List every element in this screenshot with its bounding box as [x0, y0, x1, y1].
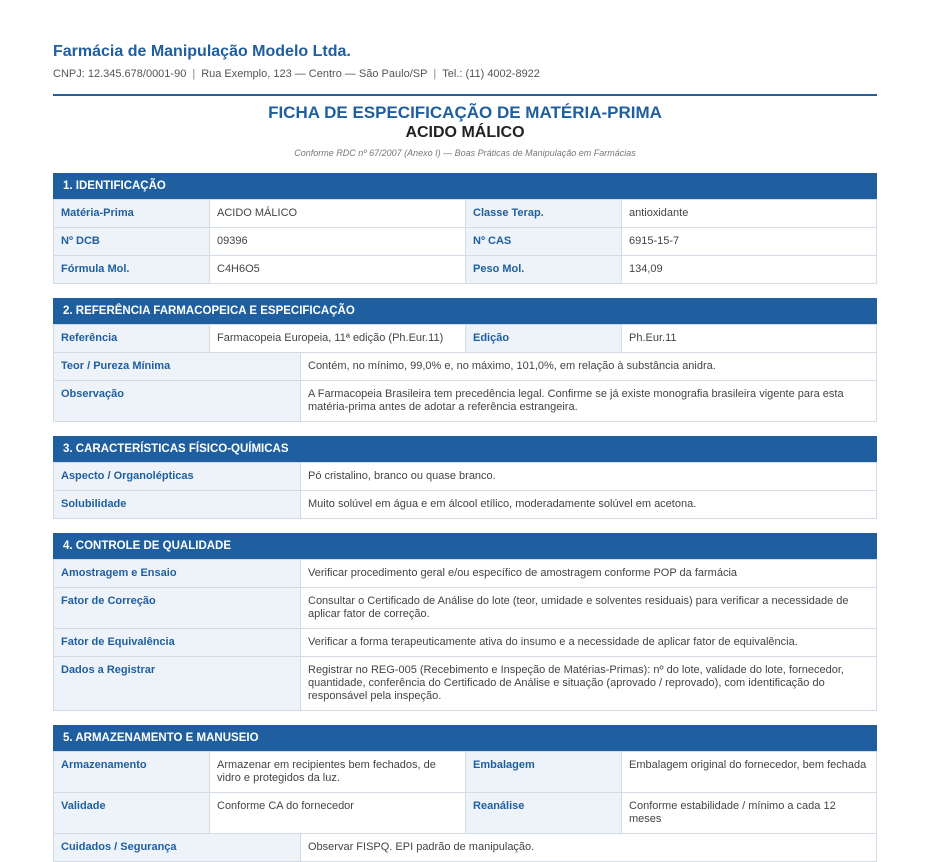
field-value: Observar FISPQ. EPI padrão de manipulação.: [301, 834, 877, 862]
field-value: Armazenar em recipientes bem fechados, de vidro e protegidos da luz.: [210, 752, 466, 793]
company-cnpj: CNPJ: 12.345.678/0001-90: [53, 68, 187, 80]
section-caracteristicas: [53, 436, 877, 519]
section-header: 3. CARACTERÍSTICAS FÍSICO-QUÍMICAS: [53, 436, 877, 462]
field-value: Conforme CA do fornecedor: [210, 793, 466, 834]
field-label: Nº CAS: [466, 228, 622, 256]
field-label: Fator de Equivalência: [54, 629, 301, 657]
table-row: [54, 834, 877, 862]
field-label: Cuidados / Segurança: [54, 834, 301, 862]
field-value: Verificar procedimento geral e/ou específico de amostragem conforme POP da farmácia: [301, 560, 877, 588]
table-row: [54, 793, 877, 834]
table-row: [54, 256, 877, 284]
field-label: Teor / Pureza Mínima: [54, 353, 301, 381]
document-regulation-note: Conforme RDC nº 67/2007 (Anexo I) — Boas Práticas de Manipulação em Farmácias: [294, 148, 636, 158]
section-armazenamento: [53, 725, 877, 862]
company-header: [53, 42, 877, 96]
armazenamento-table: [53, 751, 877, 862]
table-row: [54, 353, 877, 381]
section-referencia: [53, 298, 877, 422]
company-name: Farmácia de Manipulação Modelo Ltda.: [53, 43, 351, 60]
field-value: Conforme estabilidade / mínimo a cada 12 meses: [622, 793, 877, 834]
table-row: [54, 657, 877, 711]
section-header: 4. CONTROLE DE QUALIDADE: [53, 533, 877, 559]
field-value: Farmacopeia Europeia, 11ª edição (Ph.Eur.11): [210, 325, 466, 353]
caracteristicas-table: [53, 462, 877, 519]
field-label: Embalagem: [466, 752, 622, 793]
field-value: C4H6O5: [210, 256, 466, 284]
field-label: Matéria-Prima: [54, 200, 210, 228]
document-subtitle: ACIDO MÁLICO: [405, 124, 525, 141]
section-controle-qualidade: [53, 533, 877, 711]
table-row: [54, 588, 877, 629]
section-header: 5. ARMAZENAMENTO E MANUSEIO: [53, 725, 877, 751]
identificacao-table: [53, 199, 877, 284]
table-row: [54, 752, 877, 793]
field-label: Amostragem e Ensaio: [54, 560, 301, 588]
company-phone: Tel.: (11) 4002-8922: [442, 68, 540, 80]
table-row: [54, 228, 877, 256]
controle-table: [53, 559, 877, 711]
table-row: [54, 381, 877, 422]
field-label: Fórmula Mol.: [54, 256, 210, 284]
document-title: FICHA DE ESPECIFICAÇÃO DE MATÉRIA-PRIMA: [268, 103, 662, 122]
field-label: Dados a Registrar: [54, 657, 301, 711]
company-address: Rua Exemplo, 123 — Centro — São Paulo/SP: [201, 68, 428, 80]
table-row: [54, 200, 877, 228]
field-label: Edição: [466, 325, 622, 353]
field-value: Embalagem original do fornecedor, bem fechada: [622, 752, 877, 793]
field-value: 09396: [210, 228, 466, 256]
field-value: Muito solúvel em água e em álcool etílico, moderadamente solúvel em acetona.: [301, 491, 877, 519]
field-label: Aspecto / Organolépticas: [54, 463, 301, 491]
table-row: [54, 629, 877, 657]
field-value: Contém, no mínimo, 99,0% e, no máximo, 101,0%, em relação à substância anidra.: [301, 353, 877, 381]
field-value: Registrar no REG-005 (Recebimento e Inspeção de Matérias-Primas): nº do lote, validade do lote, fornecedor, quantidade, conferência do Certificado de Análise e situação (aprovado / reprovado), com identificação do responsável pela inspeção.: [301, 657, 877, 711]
field-label: Reanálise: [466, 793, 622, 834]
field-label: Fator de Correção: [54, 588, 301, 629]
table-row: [54, 463, 877, 491]
header-divider: [53, 94, 877, 96]
field-value: Verificar a forma terapeuticamente ativa do insumo e a necessidade de aplicar fator de equivalência.: [301, 629, 877, 657]
field-value: 134,09: [622, 256, 877, 284]
field-label: Solubilidade: [54, 491, 301, 519]
field-value: Consultar o Certificado de Análise do lote (teor, umidade e solventes residuais) para verificar a necessidade de aplicar fator de correção.: [301, 588, 877, 629]
field-label: Classe Terap.: [466, 200, 622, 228]
table-row: [54, 491, 877, 519]
section-identificacao: [53, 173, 877, 284]
separator: |: [192, 68, 196, 80]
field-label: Nº DCB: [54, 228, 210, 256]
section-header: 2. REFERÊNCIA FARMACOPEICA E ESPECIFICAÇÃO: [53, 298, 877, 324]
separator: |: [433, 68, 437, 80]
field-value: Ph.Eur.11: [622, 325, 877, 353]
field-value: antioxidante: [622, 200, 877, 228]
field-value: ACIDO MÁLICO: [210, 200, 466, 228]
field-label: Referência: [54, 325, 210, 353]
table-row: [54, 560, 877, 588]
field-value: 6915-15-7: [622, 228, 877, 256]
company-info: [53, 67, 877, 81]
field-value: Pó cristalino, branco ou quase branco.: [301, 463, 877, 491]
field-label: Peso Mol.: [466, 256, 622, 284]
field-label: Observação: [54, 381, 301, 422]
field-value: A Farmacopeia Brasileira tem precedência legal. Confirme se já existe monografia brasileira vigente para esta matéria-prima antes de adotar a referência estrangeira.: [301, 381, 877, 422]
table-row: [54, 325, 877, 353]
section-header: 1. IDENTIFICAÇÃO: [53, 173, 877, 199]
field-label: Armazenamento: [54, 752, 210, 793]
referencia-table: [53, 324, 877, 422]
field-label: Validade: [54, 793, 210, 834]
